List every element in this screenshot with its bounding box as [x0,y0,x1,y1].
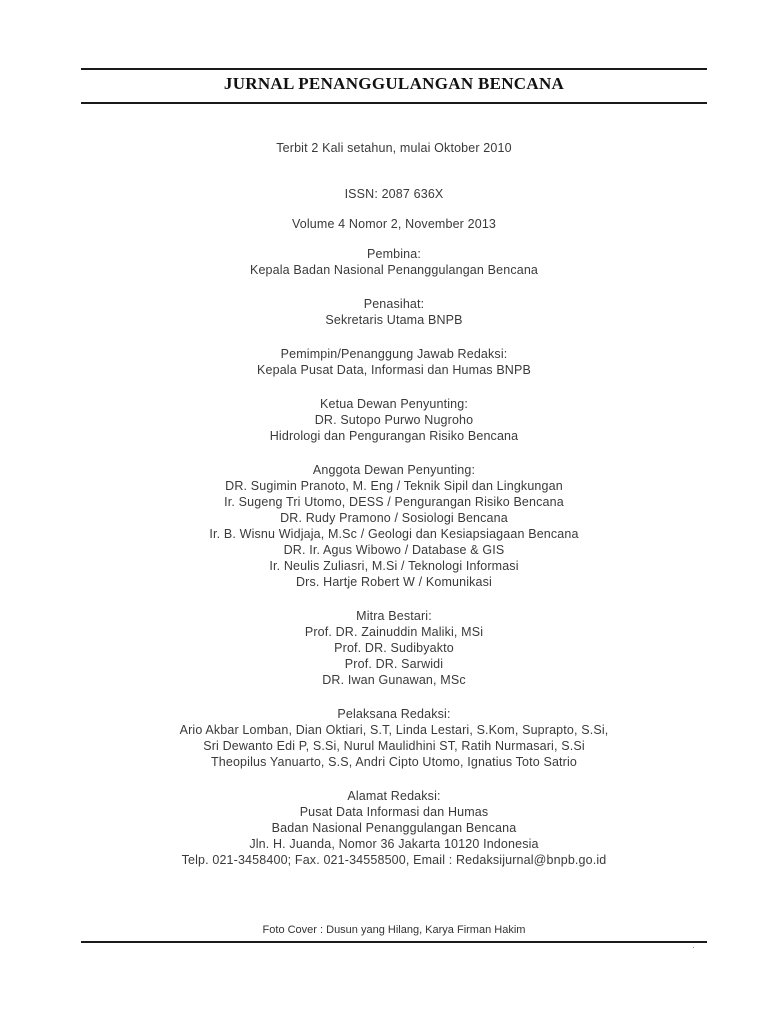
cover-photo-caption: Foto Cover : Dusun yang Hilang, Karya Firman Hakim [262,924,526,936]
section-line: Prof. DR. Sudibyakto [334,641,454,655]
section-line: DR. Rudy Pramono / Sosiologi Bencana [280,511,508,525]
section-line: Theopilus Yanuarto, S.S, Andri Cipto Utomo, Ignatius Toto Satrio [210,755,578,769]
section-line: Ir. B. Wisnu Widjaja, M.Sc / Geologi dan Kesiapsiagaan Bencana [209,527,579,541]
section-heading: Alamat Redaksi: [347,789,441,803]
section-line: Kepala Pusat Data, Informasi dan Humas BNPB [257,363,531,377]
section-pembina [81,246,707,278]
section-line: Jln. H. Juanda, Nomor 36 Jakarta 10120 Indonesia [249,837,539,851]
section-line: DR. Iwan Gunawan, MSc [322,673,466,687]
section-line: Telp. 021-3458400; Fax. 021-34558500, Email : Redaksijurnal@bnpb.go.id [181,853,607,867]
section-penasihat [81,296,707,328]
title-underline [81,102,707,104]
section-heading: Ketua Dewan Penyunting: [320,397,468,411]
section-pemimpin-redaksi [81,346,707,378]
section-ketua-dewan-penyunting [81,396,707,444]
section-line: DR. Sugimin Pranoto, M. Eng / Teknik Sipil dan Lingkungan [225,479,563,493]
section-line: Prof. DR. Sarwidi [344,657,444,671]
bottom-rule [81,941,707,943]
section-line: Sekretaris Utama BNPB [325,313,463,327]
section-anggota-dewan-penyunting [81,462,707,590]
masthead-content [81,140,707,868]
section-line: Badan Nasional Penanggulangan Bencana [271,821,517,835]
section-line: Sri Dewanto Edi P, S.Si, Nurul Maulidhini ST, Ratih Nurmasari, S.Si [203,739,585,753]
section-line: DR. Sutopo Purwo Nugroho [314,413,474,427]
section-heading: Penasihat: [363,297,425,311]
section-heading: Mitra Bestari: [356,609,432,623]
section-pelaksana-redaksi [81,706,707,770]
top-rule [81,68,707,70]
issn: ISSN: 2087 636X [344,187,444,201]
section-heading: Pelaksana Redaksi: [337,707,451,721]
section-line: Kepala Badan Nasional Penanggulangan Bencana [249,263,539,277]
section-line: Drs. Hartje Robert W / Komunikasi [296,575,492,589]
section-line: Ir. Neulis Zuliasri, M.Si / Teknologi Informasi [269,559,519,573]
section-heading: Pembina: [366,247,421,261]
journal-title: JURNAL PENANGGULANGAN BENCANA [223,74,565,93]
section-mitra-bestari [81,608,707,688]
section-heading: Pemimpin/Penanggung Jawab Redaksi: [280,347,508,361]
scan-speck [693,947,694,948]
section-line: Ir. Sugeng Tri Utomo, DESS / Pengurangan Risiko Bencana [224,495,564,509]
publication-frequency: Terbit 2 Kali setahun, mulai Oktober 2010 [276,141,512,155]
section-line: Prof. DR. Zainuddin Maliki, MSi [304,625,484,639]
section-line: Hidrologi dan Pengurangan Risiko Bencana [269,429,519,443]
section-line: Ario Akbar Lomban, Dian Oktiari, S.T, Linda Lestari, S.Kom, Suprapto, S.Si, [179,723,609,737]
section-heading: Anggota Dewan Penyunting: [312,463,476,477]
section-line: Pusat Data Informasi dan Humas [299,805,489,819]
section-line: DR. Ir. Agus Wibowo / Database & GIS [283,543,505,557]
section-alamat-redaksi [81,788,707,868]
volume-info: Volume 4 Nomor 2, November 2013 [291,217,497,231]
